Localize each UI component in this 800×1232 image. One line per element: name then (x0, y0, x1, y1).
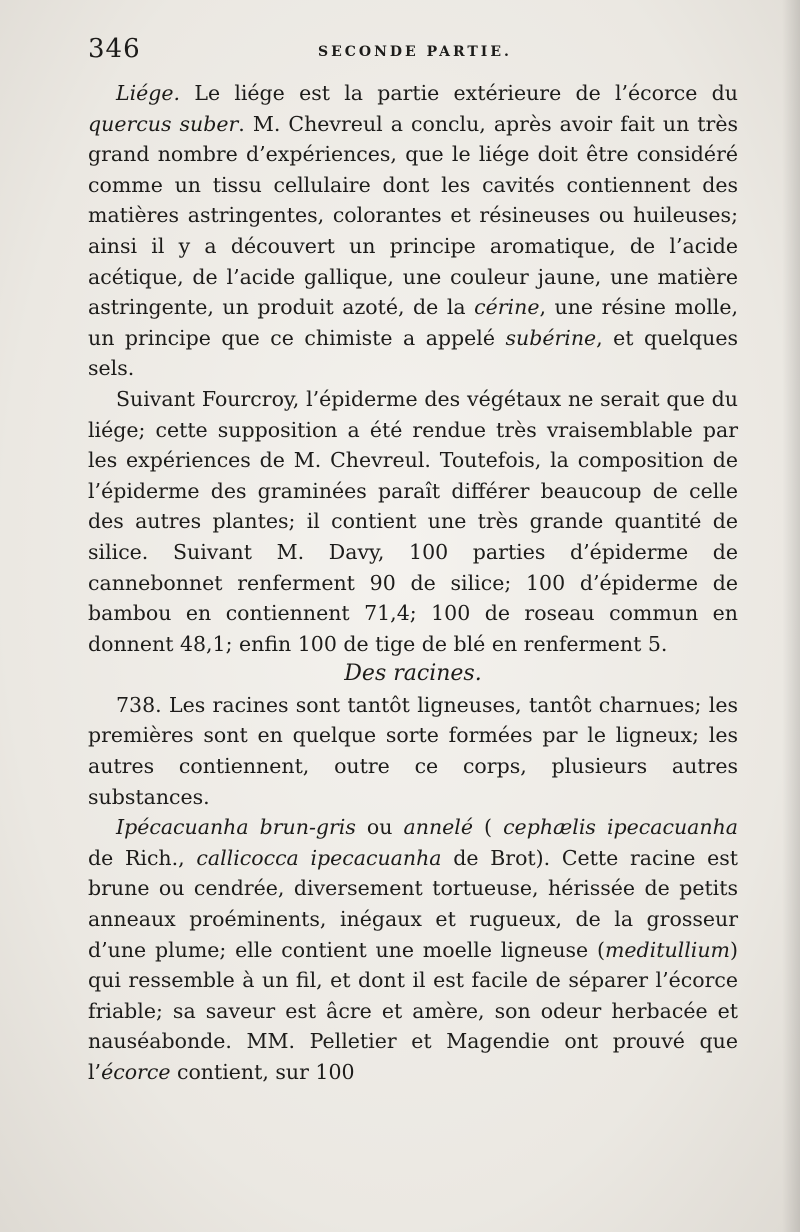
term-suberine: subérine (505, 325, 597, 350)
term-annele: annelé (403, 815, 473, 840)
ipeca-text-6: contient, sur 100 (170, 1060, 355, 1084)
term-liege: Liége. (116, 81, 181, 105)
term-ipecacuanha: Ipécacuanha brun-gris (116, 815, 356, 840)
paragraph-fourcroy: Suivant Fourcroy, l’épiderme des végétaux ne serait que du liége; cette supposition a été rendue très vraisemblable par les expériences de M. Chevreul. Toutefois, la composition de l’épiderme des graminées paraît différer beaucoup de celle des autres plantes; il contient une très grande quantité de silice. Suivant M. Davy, 100 parties d’épiderme de cannebonnet renferment 90 de silice; 100 d’épiderme de bambou en contiennent 71,4; 100 de roseau commun en donnent 48,1; enfin 100 de tige de blé en renferment 5. (88, 386, 738, 656)
paragraph-ipecacuanha (88, 812, 738, 1087)
ipeca-text-5: ) qui ressemble à un fil, et dont il est facile de séparer l’écorce friable; sa saveur est âcre et amère, son odeur herbacée et nauséabonde. MM. Pelletier et Magendie ont prouvé que l’ (88, 937, 738, 1084)
liege-text-3: , une résine molle, un principe que ce chimiste a appelé (88, 295, 738, 350)
paragraph-738: 738. Les racines sont tantôt ligneuses, tantôt charnues; les premières sont en quelque sorte formées par le ligneux; les autres contiennent, outre ce corps, plusieurs autres substances. (88, 692, 738, 809)
liege-text-1: Le liége est la partie extérieure de l’écorce du (180, 81, 738, 105)
term-meditullium: meditullium (604, 937, 730, 962)
species-quercus-suber: quercus suber (88, 111, 239, 136)
ipeca-text-4: de Brot). Cette racine est brune ou cendrée, diversement tortueuse, hérissée de petits anneaux proéminents, inégaux et rugueux, de la grosseur d’une plume; elle contient une moelle ligneuse ( (88, 845, 738, 962)
species-callicocca: callicocca ipecacuanha (196, 845, 442, 870)
page-edge-shadow (782, 0, 800, 1232)
term-cerine: cérine (474, 295, 540, 320)
ipeca-text-3: de Rich., (88, 845, 197, 870)
term-ecorce: écorce (101, 1060, 171, 1084)
page-body (88, 78, 738, 1088)
paragraph-liege (88, 78, 738, 384)
liege-text-2: . M. Chevreul a conclu, après avoir fait un très grand nombre d’expériences, que le liége doit être considéré comme un tissu cellulaire dont les cavités contiennent des matières astringentes, colorantes et résineuses ou huileuses; ainsi il y a découvert un principe aromatique, de l’acide acétique, de l’acide gallique, une couleur jaune, une matière astringente, un produit azoté, de la (88, 111, 739, 320)
ipeca-text-1: ou (355, 815, 404, 840)
ipeca-text-2: ( (472, 815, 504, 840)
section-title: Des racines. (344, 661, 482, 687)
page-header (88, 34, 738, 70)
page-number: 346 (88, 34, 141, 64)
running-head: SECONDE PARTIE. (318, 44, 512, 60)
species-cephaelis: cephælis ipecacuanha (503, 815, 739, 840)
liege-text-4: , et quelques sels. (88, 325, 739, 381)
